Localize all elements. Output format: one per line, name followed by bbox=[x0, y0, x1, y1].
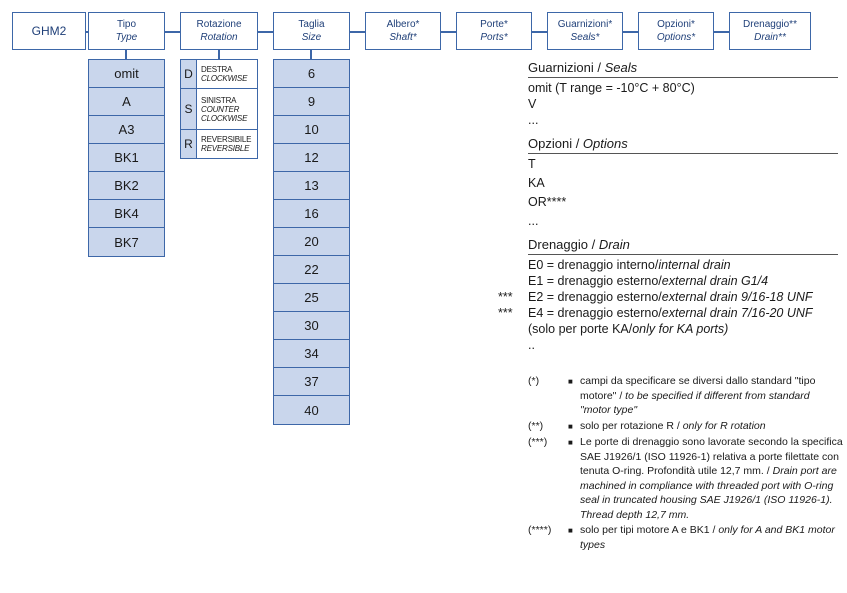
taglia-option: 37 bbox=[274, 368, 349, 396]
taglia-option: 16 bbox=[274, 200, 349, 228]
drenaggio-item: *** E2 = drenaggio esterno/external drain 9/16-18 UNF bbox=[498, 290, 813, 304]
model-code: GHM2 bbox=[31, 23, 67, 38]
taglia-option: 30 bbox=[274, 312, 349, 340]
tipo-option: A3 bbox=[89, 116, 164, 144]
rotazione-option: S SINISTRA COUNTER CLOCKWISE bbox=[181, 89, 257, 130]
taglia-option: 6 bbox=[274, 60, 349, 88]
drenaggio-item: E1 = drenaggio esterno/external drain G1/4 bbox=[528, 274, 769, 288]
guarnizioni-item: V bbox=[528, 97, 537, 111]
drenaggio-item: *** E4 = drenaggio esterno/external drain 7/16-20 UNF bbox=[498, 306, 813, 320]
footnote: (****) ■ solo per tipi motore A e BK1 / only for A and BK1 motor types bbox=[528, 524, 835, 551]
taglia-option: 40 bbox=[274, 396, 349, 424]
guarnizioni-item: ... bbox=[528, 113, 539, 127]
taglia-option: 22 bbox=[274, 256, 349, 284]
header-albero: Albero* Shaft* bbox=[365, 12, 441, 50]
tipo-column bbox=[88, 59, 165, 257]
taglia-option: 34 bbox=[274, 340, 349, 368]
rotazione-column bbox=[180, 59, 258, 159]
guarnizioni-heading: Guarnizioni / Seals bbox=[528, 60, 838, 78]
taglia-option: 13 bbox=[274, 172, 349, 200]
taglia-option: 9 bbox=[274, 88, 349, 116]
tipo-option: omit bbox=[89, 60, 164, 88]
tipo-option: A bbox=[89, 88, 164, 116]
footnote: (*) ■ campi da specificare se diversi dallo standard "tipo motore" / to be specified if different from standard "motor type" bbox=[528, 375, 816, 416]
model-code-box bbox=[12, 12, 86, 50]
header-opzioni: Opzioni* Options* bbox=[638, 12, 714, 50]
options-description bbox=[498, 60, 838, 353]
tipo-option: BK4 bbox=[89, 200, 164, 228]
taglia-option: 25 bbox=[274, 284, 349, 312]
header-drenaggio: Drenaggio** Drain** bbox=[729, 12, 811, 50]
opzioni-item: ... bbox=[528, 214, 539, 228]
drenaggio-heading: Drenaggio / Drain bbox=[528, 237, 838, 255]
taglia-option: 12 bbox=[274, 144, 349, 172]
rotazione-option: D DESTRA CLOCKWISE bbox=[181, 60, 257, 89]
drenaggio-note: (solo per porte KA/only for KA ports) bbox=[528, 322, 729, 336]
tipo-option: BK1 bbox=[89, 144, 164, 172]
opzioni-heading: Opzioni / Options bbox=[528, 136, 838, 154]
taglia-column bbox=[273, 59, 350, 425]
header-tipo: Tipo Type bbox=[88, 12, 165, 50]
header-guarnizioni: Guarnizioni* Seals* bbox=[547, 12, 623, 50]
header-rotazione: Rotazione Rotation bbox=[180, 12, 258, 50]
rotazione-option: R REVERSIBILE REVERSIBLE bbox=[181, 130, 257, 158]
drenaggio-item: E0 = drenaggio interno/internal drain bbox=[528, 258, 731, 272]
drenaggio-dots: .. bbox=[528, 338, 535, 352]
opzioni-item: KA bbox=[528, 176, 545, 190]
taglia-option: 10 bbox=[274, 116, 349, 144]
footnote: (**) ■ solo per rotazione R / only for R rotation bbox=[528, 419, 766, 432]
header-taglia: Taglia Size bbox=[273, 12, 350, 50]
footnotes bbox=[528, 374, 843, 553]
footnote: (***) ■ Le porte di drenaggio sono lavorate secondo la specifica SAE J1926/1 (ISO 11926-1) relativa a porte filettate con tenuta O-ring. Profondità utile 12,7 mm. / Drain port are machined in compliance with threaded port with O-ring seal in truncated housing SAE J1926/1 (ISO 11926-1). Thread depth 12,7 mm. bbox=[528, 436, 843, 521]
tipo-option: BK2 bbox=[89, 172, 164, 200]
tipo-option: BK7 bbox=[89, 228, 164, 256]
opzioni-item: T bbox=[528, 157, 536, 171]
header-porte: Porte* Ports* bbox=[456, 12, 532, 50]
opzioni-item: OR**** bbox=[528, 195, 567, 209]
taglia-option: 20 bbox=[274, 228, 349, 256]
guarnizioni-item: omit (T range = -10°C + 80°C) bbox=[528, 81, 695, 95]
